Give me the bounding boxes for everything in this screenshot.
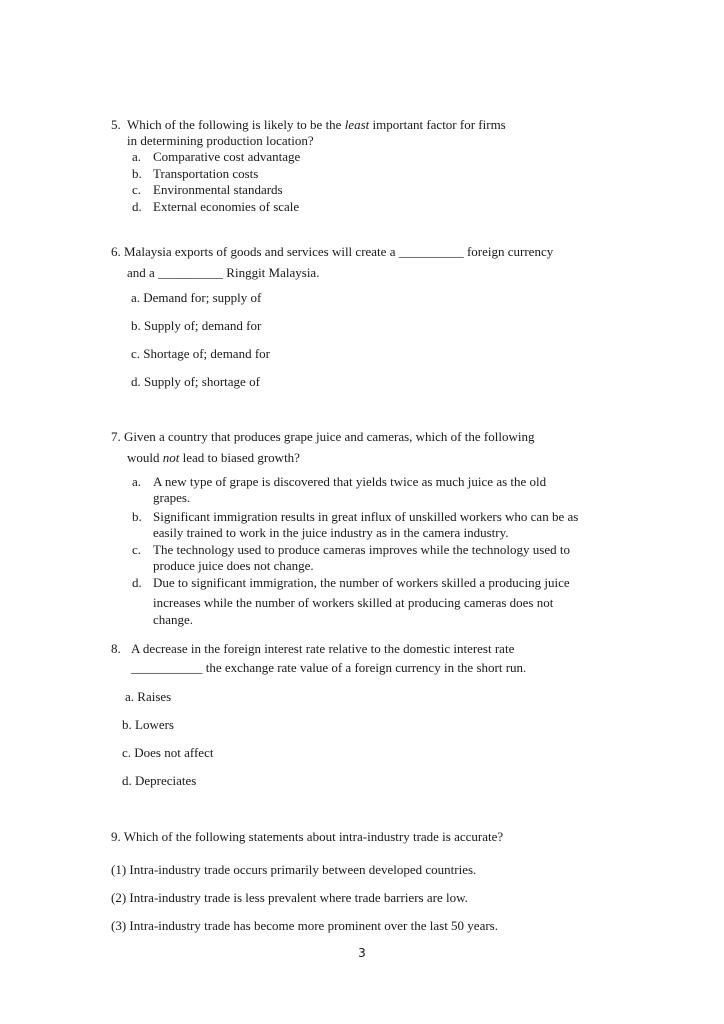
question-8-stem-line1: A decrease in the foreign interest rate relative to the domestic interest rate	[131, 641, 515, 656]
option-text: Transportation costs	[153, 166, 259, 181]
option-letter: a.	[132, 149, 142, 164]
question-8-stem-line2: ___________ the exchange rate value of a foreign currency in the short run.	[131, 660, 527, 675]
option-text: grapes.	[153, 490, 191, 505]
option-text: increases while the number of workers skilled at producing cameras does not	[153, 595, 554, 610]
option-text: b. Lowers	[122, 717, 174, 732]
option-letter: d.	[132, 199, 142, 214]
option-text: change.	[153, 612, 194, 627]
statement-item: (2) Intra-industry trade is less prevalent where trade barriers are low.	[111, 890, 468, 905]
question-8-number: 8.	[111, 641, 121, 656]
option-text: Significant immigration results in great influx of unskilled workers who can be as	[153, 509, 579, 524]
question-5-stem-line1: Which of the following is likely to be the least important factor for firms	[127, 117, 506, 132]
option-text: A new type of grape is discovered that yields twice as much juice as the old	[153, 474, 547, 489]
question-7-stem-line1: 7. Given a country that produces grape juice and cameras, which of the following	[111, 429, 535, 444]
option-text: d. Supply of; shortage of	[131, 374, 260, 389]
option-letter: c.	[132, 542, 142, 557]
option-letter: c.	[132, 182, 142, 197]
emphasis-least: least	[344, 117, 370, 132]
option-letter: b.	[132, 509, 142, 524]
statement-item: (3) Intra-industry trade has become more prominent over the last 50 years.	[111, 918, 498, 933]
option-text: c. Does not affect	[122, 745, 214, 760]
option-text: d. Depreciates	[122, 773, 197, 788]
option-text: b. Supply of; demand for	[131, 318, 262, 333]
question-6-stem-line2: and a __________ Ringgit Malaysia.	[127, 265, 320, 280]
option-text: Environmental standards	[153, 182, 283, 197]
option-text: Due to significant immigration, the number of workers skilled a producing juice	[153, 575, 570, 590]
page-number: 3	[358, 946, 366, 960]
option-text: a. Demand for; supply of	[131, 290, 262, 305]
option-text: The technology used to produce cameras improves while the technology used to	[153, 542, 570, 557]
option-text: a. Raises	[125, 689, 172, 704]
question-5-number: 5.	[111, 117, 121, 132]
option-letter: d.	[132, 575, 142, 590]
question-5-stem-line2: in determining production location?	[127, 133, 314, 148]
statement-item: (1) Intra-industry trade occurs primarily between developed countries.	[111, 862, 477, 877]
option-text: produce juice does not change.	[153, 558, 314, 573]
option-text: Comparative cost advantage	[153, 149, 301, 164]
option-text: easily trained to work in the juice industry as in the camera industry.	[153, 525, 509, 540]
question-7-stem-line2: would not lead to biased growth?	[127, 450, 300, 465]
option-text: External economies of scale	[153, 199, 300, 214]
option-letter: a.	[132, 474, 142, 489]
option-letter: b.	[132, 166, 142, 181]
option-text: c. Shortage of; demand for	[131, 346, 270, 361]
question-9-stem: 9. Which of the following statements about intra-industry trade is accurate?	[111, 829, 504, 844]
emphasis-not: not	[162, 450, 180, 465]
question-6-stem-line1: 6. Malaysia exports of goods and services will create a __________ foreign currency	[111, 244, 554, 259]
